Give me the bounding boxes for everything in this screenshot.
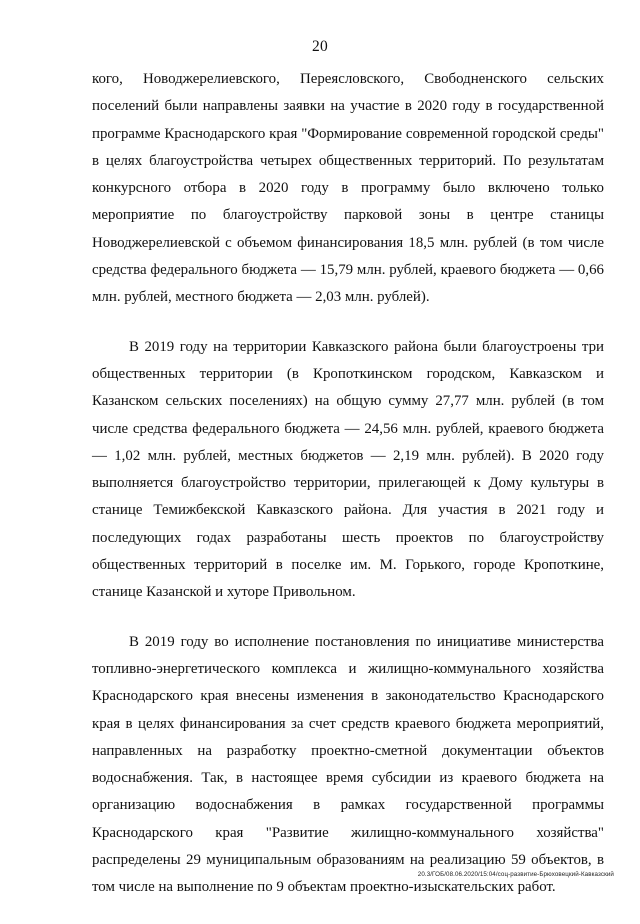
page-number: 20	[312, 38, 328, 55]
document-body	[92, 66, 604, 924]
paragraph-water-supply: В 2019 году во исполнение постановления по инициативе министерства топливно-энергетического комплекса и жилищно-коммунального хозяйства Краснодарского края внесены изменения в законодательство Краснодарского края в целях финансирования за счет средств краевого бюджета мероприятий, направленных на разработку проектно-сметной документации объектов водоснабжения. Так, в настоящее время субсидии из краевого бюджета на организацию водоснабжения в рамках государственной программы Краснодарского края "Развитие жилищно-коммунального хозяйства" распределены 29 муниципальным образованиям на реализацию 59 объектов, в том числе на выполнение по 9 объектам проектно-изыскательских работ.	[92, 633, 604, 896]
document-footer-code: 20.3/ГОБ/08.06.2020/15:04/соц-развитие-Брюховецкий-Кавказский	[417, 871, 614, 878]
paragraph-kavkazsky-district: В 2019 году на территории Кавказского района были благоустроены три общественных территории (в Кропоткинском городском, Кавказском и Казанском сельских поселениях) на общую сумму 27,77 млн. рублей (в том числе средства федерального бюджета — 24,56 млн. рублей, краевого бюджета — 1,02 млн. рублей, местных бюджетов — 2,19 млн. рублей). В 2020 году выполняется благоустройство территории, прилегающей к Дому культуры в станице Темижбекской Кавказского района. Для участия в 2021 году и последующих годах разработаны шесть проектов по благоустройству общественных территорий в поселке им. М. Горького, городе Кропоткине, станице Казанской и хуторе Привольном.	[92, 338, 604, 601]
paragraph-continuation: кого, Новоджерелиевского, Переясловского, Свободненского сельских поселений были направлены заявки на участие в 2020 году в государственной программе Краснодарского края "Формирование современной городской среды" в целях благоустройства четырех общественных территорий. По результатам конкурсного отбора в 2020 году в программу было включено только мероприятие по благоустройству парковой зоны в центре станицы Новоджерелиевской с объемом финансирования 18,5 млн. рублей (в том числе средства федерального бюджета — 15,79 млн. рублей, краевого бюджета — 0,66 млн. рублей, местного бюджета — 2,03 млн. рублей).	[92, 71, 604, 306]
